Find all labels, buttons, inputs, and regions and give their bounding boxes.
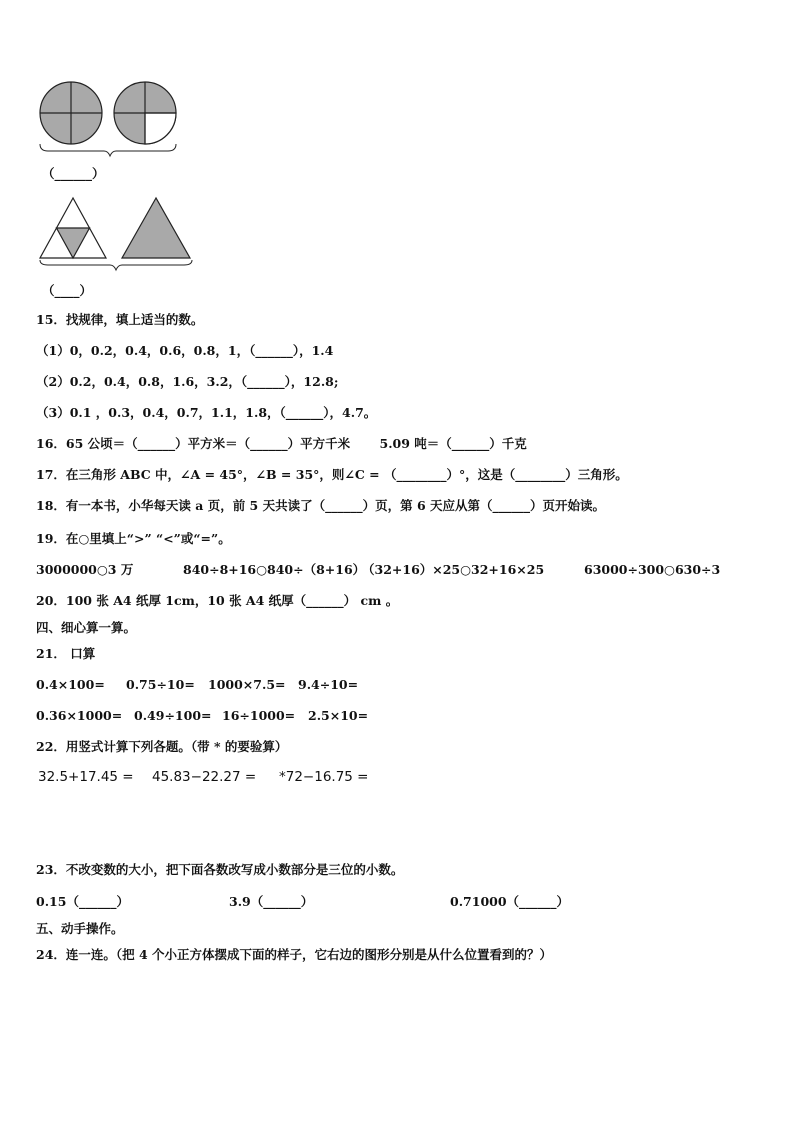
q17-text: 17．在三角形 ABC 中，∠A = 45°，∠B = 35°，则∠C = （________）°，这是（________）三角形。: [36, 467, 628, 482]
q19-item-2: 840÷8+16○840÷（8+16）: [183, 562, 366, 577]
q22-title: 22．用竖式计算下列各题。（带 * 的要验算）: [36, 739, 288, 754]
q22-item-2: 45.83−22.27 =: [152, 769, 257, 785]
q21-r1-4: 9.4÷10=: [298, 677, 359, 692]
q19-item-1: 3000000○3 万: [36, 562, 134, 577]
q18-text: 18．有一本书，小华每天读 a 页，前 5 天共读了（______）页，第 6 天应从第（______）页开始读。: [36, 498, 606, 513]
q21-r2-2: 0.49÷100=: [134, 708, 212, 723]
q15-title: 15．找规律，填上适当的数。: [36, 312, 204, 327]
q15-line-3: （3）0.1 ，0.3，0.4，0.7，1.1，1.8，（______），4.7。: [36, 405, 377, 420]
circle-three-quarters-shaded: [114, 82, 176, 144]
q21-r2-3: 16÷1000=: [222, 708, 296, 723]
q21-r1-2: 0.75÷10=: [126, 677, 195, 692]
brace-triangles: [40, 260, 192, 270]
fraction-triangles-figure: [36, 194, 196, 272]
q19-item-4: 63000÷300○630÷3: [584, 562, 721, 577]
q20-text: 20．100 张 A4 纸厚 1cm，10 张 A4 纸厚（______） cm 。: [36, 593, 399, 608]
q19-title: 19．在○里填上“>” “<”或“=”。: [36, 531, 231, 546]
q21-r2-1: 0.36×1000=: [36, 708, 123, 723]
triangle-subdivided: [40, 198, 106, 258]
q22-item-3: *72−16.75 =: [279, 769, 369, 785]
q19-item-3: （32+16）×25○32+16×25: [362, 562, 545, 577]
q21-title: 21． 口算: [36, 646, 96, 661]
q15-line-2: （2）0.2，0.4，0.8，1.6，3.2，（______），12.8;: [36, 374, 339, 389]
q23-title: 23．不改变数的大小，把下面各数改写成小数部分是三位的小数。: [36, 862, 404, 877]
circles-answer-blank[interactable]: （______）: [42, 166, 105, 181]
section-4-title: 四、细心算一算。: [36, 620, 137, 635]
q24-text: 24．连一连。（把 4 个小正方体摆成下面的样子，它右边的图形分别是从什么位置看到的？）: [36, 947, 553, 962]
q15-line-1: （1）0，0.2，0.4，0.6，0.8，1，（______），1.4: [36, 343, 334, 358]
q16-text: 16．65 公顷＝（______）平方米＝（______）平方千米 5.09 吨＝（______）千克: [36, 436, 527, 451]
q23-item-3: 0.71000（______）: [450, 894, 570, 909]
triangles-answer-blank[interactable]: （____）: [42, 283, 93, 298]
fraction-circles-figure: [34, 78, 184, 158]
brace-circles: [40, 144, 176, 156]
q22-item-1: 32.5+17.45 =: [38, 769, 134, 785]
q21-r1-3: 1000×7.5=: [208, 677, 286, 692]
triangle-full-shaded: [122, 198, 190, 258]
q21-r2-4: 2.5×10=: [308, 708, 369, 723]
q23-item-2: 3.9（______）: [229, 894, 314, 909]
circle-full-shaded: [40, 82, 102, 144]
q23-item-1: 0.15（______）: [36, 894, 129, 909]
section-5-title: 五、动手操作。: [36, 921, 124, 936]
q21-r1-1: 0.4×100=: [36, 677, 105, 692]
